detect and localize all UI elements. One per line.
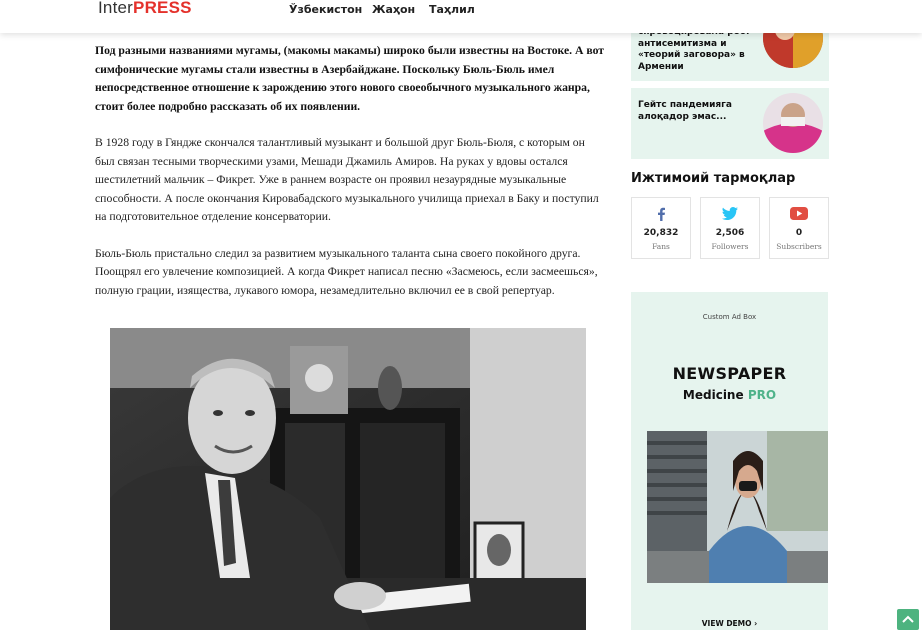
facebook-icon	[655, 207, 667, 226]
twitter-counter[interactable]: 2,506 Followers	[700, 197, 760, 259]
article-body	[95, 42, 607, 318]
view-demo-link[interactable]: VIEW DEMO ›	[701, 619, 758, 628]
ad-subheadline: Medicine PRO	[682, 388, 777, 402]
nav-item-world[interactable]: Жаҳон	[372, 3, 416, 16]
ad-image	[647, 431, 828, 583]
social-section-title: Ижтимоий тармоқлар	[631, 171, 796, 186]
twitter-icon	[722, 207, 738, 225]
article-lead: Под разными названиями мугамы, (макомы макамы) широко были известны на Востоке. А вот симфонические мугамы стали известны в Азербайджане. Поскольку Бюль-Бюль имел непосредственное отношение к зарождению этого нового своеобычного музыкального жанра, стоит более подробно рассказать об их появлении.	[95, 44, 605, 113]
chevron-up-icon	[897, 617, 919, 630]
ad-headline: NEWSPAPER	[672, 364, 787, 383]
facebook-counter[interactable]: 20,832 Fans	[631, 197, 691, 259]
custom-ad-box[interactable]	[631, 292, 828, 630]
youtube-counter[interactable]: 0 Subscribers	[769, 197, 829, 259]
news-card-thumbnail	[763, 93, 823, 153]
news-card-title: Гейтс пандемияга алоқадор эмас...	[638, 100, 732, 122]
nav-item-analysis[interactable]: Таҳлил	[429, 3, 475, 16]
nav-item-uzbekistan[interactable]: Ўзбекистон	[289, 3, 363, 16]
article-paragraph: В 1928 году в Гяндже скончался талантливый музыкант и большой друг Бюль-Бюля, с которым он был связан тесными творческими узами, Мешади Джамиль Амиров. На руках у вдовы остался шестилетний мальчик – Фикрет. Уже в раннем возрасте он проявил незаурядные музыкальные способности. А после окончания Кировабадского музыкального училища приехал в Баку и поступил на подготовительное отделение консерватории.	[95, 136, 599, 223]
site-header	[0, 0, 922, 33]
sidebar-news-card[interactable]	[631, 88, 829, 159]
ad-caption: Custom Ad Box	[702, 313, 757, 321]
article-paragraph: Бюль-Бюль пристально следил за развитием музыкального таланта сына своего покойного друга. Поощрял его увлечение композицией. А когда Фикрет написал песню «Засмеюсь, если засмеешься», полную грации, изящества, лукавого юмора, незамедлительно включил ее в свой репертуар.	[95, 246, 598, 297]
site-logo[interactable]: InterPRESS	[98, 0, 192, 17]
chevron-right-icon: ›	[754, 619, 758, 628]
news-card-title: антисемитизма и «теорий заговора» в Армении	[638, 38, 745, 72]
youtube-icon	[790, 207, 808, 225]
photo-illustration	[110, 328, 586, 630]
article-photo	[110, 328, 586, 630]
scroll-to-top-button[interactable]	[897, 609, 919, 630]
